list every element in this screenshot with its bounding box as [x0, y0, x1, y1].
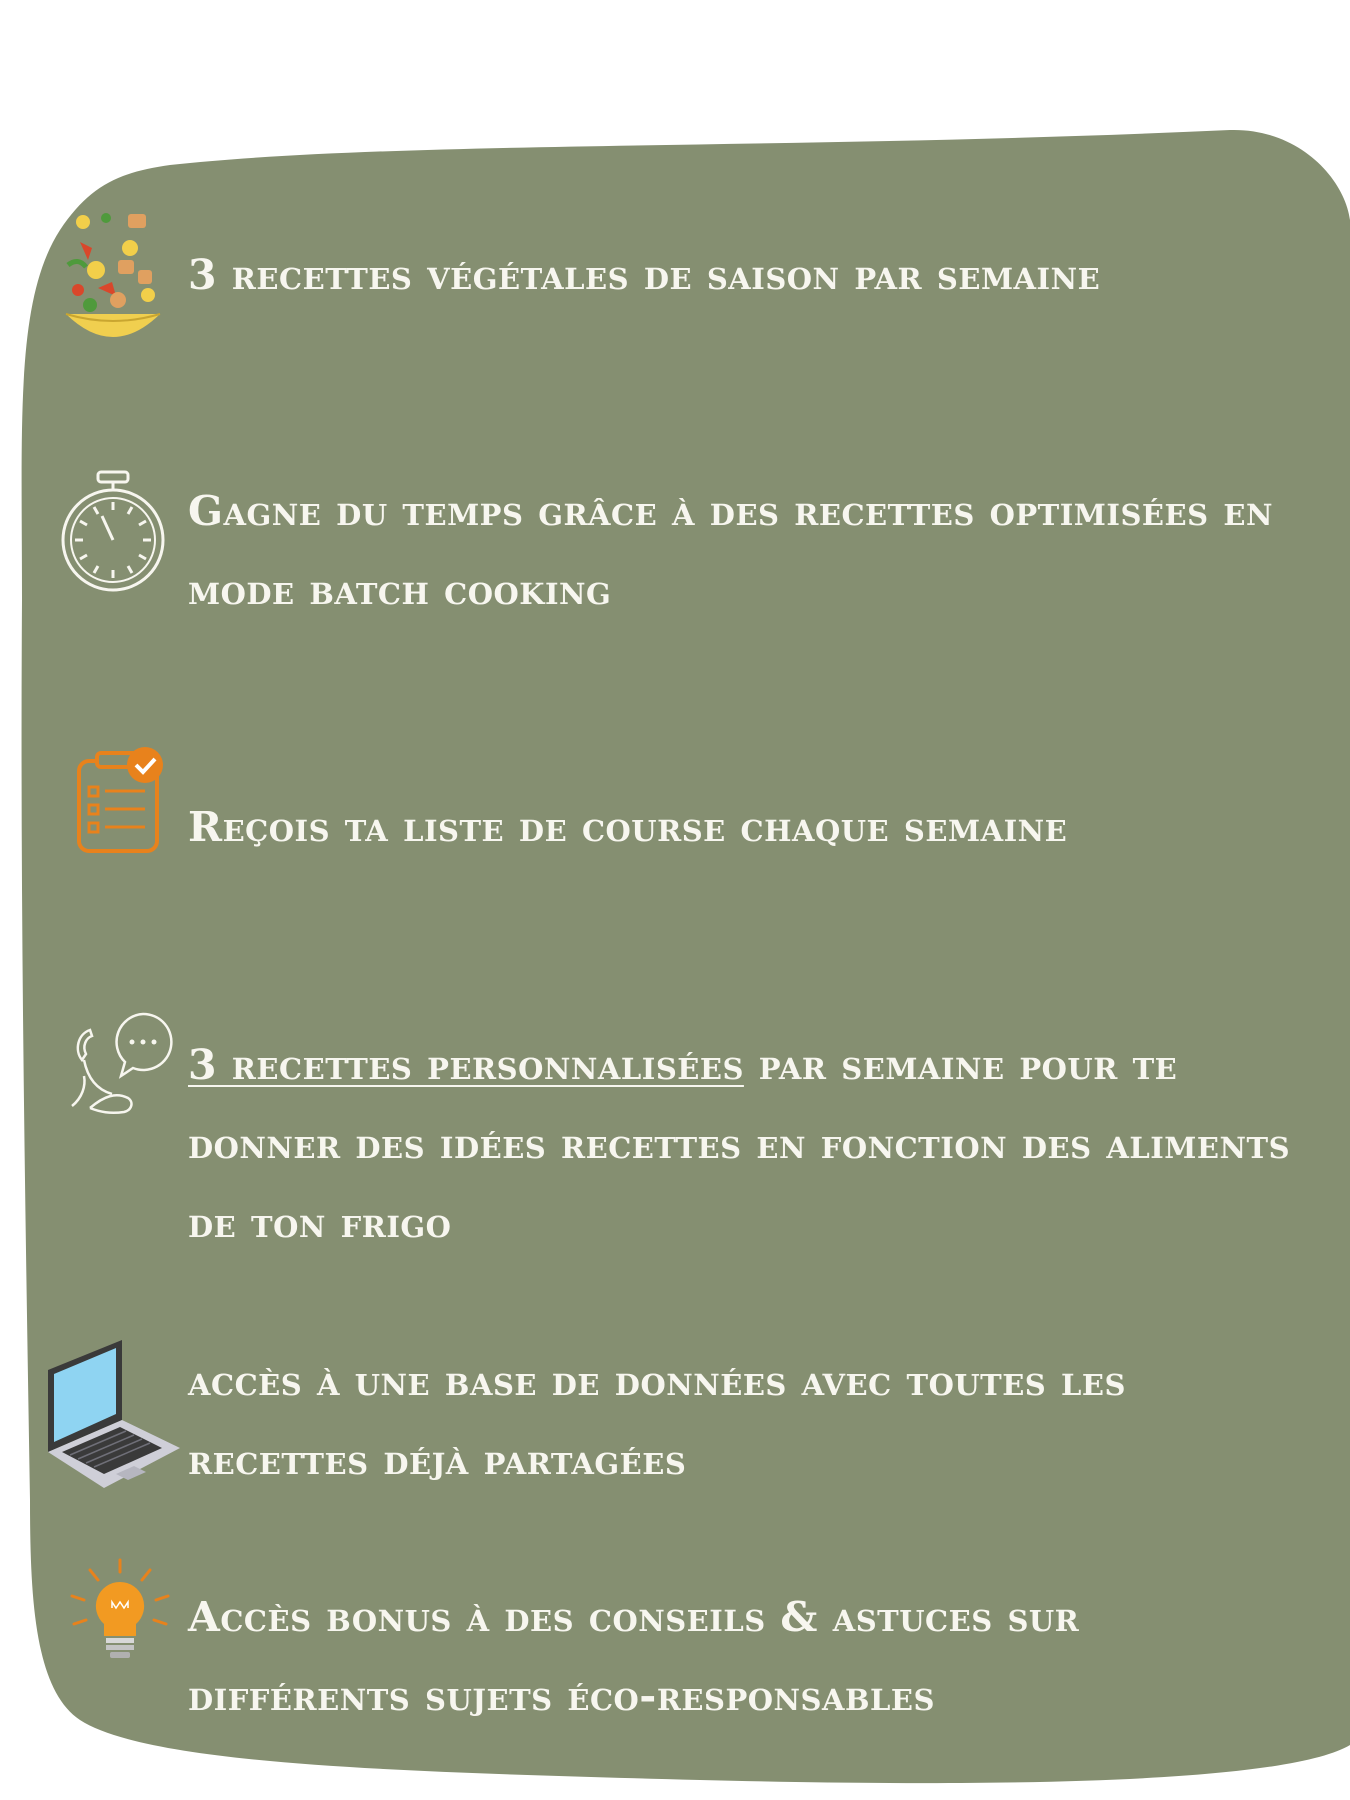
- feature-initial: G: [188, 487, 224, 535]
- feature-text: par semaine pour te donner des idées recettes en fonction des aliments de ton frigo: [188, 1041, 1291, 1247]
- feature-text: accès à une base de données avec toutes les recettes déjà partagées: [188, 1357, 1126, 1484]
- lightbulb-icon: [68, 1558, 178, 1668]
- feature-personalized-recipes: [188, 1026, 1308, 1263]
- feature-seasonal-recipes: [188, 236, 1308, 315]
- stopwatch-icon: [58, 468, 168, 593]
- feature-recipe-database: [188, 1342, 1308, 1500]
- feature-bonus-tips: [188, 1578, 1308, 1736]
- checklist-icon: [75, 745, 170, 855]
- feature-initial: R: [188, 803, 223, 851]
- feature-batch-cooking: [188, 472, 1308, 630]
- feature-text: 3 recettes végétales de saison par semaine: [188, 251, 1101, 299]
- feature-underlined-text: 3 recettes personnalisées: [188, 1041, 744, 1089]
- chat-bubble-icon: [68, 1010, 178, 1115]
- feature-text: eçois ta liste de course chaque semaine: [222, 803, 1068, 851]
- laptop-icon: [44, 1340, 184, 1490]
- feature-initial: A: [188, 1593, 221, 1641]
- feature-text: agne du temps grâce à des recettes optimisées en mode batch cooking: [188, 487, 1273, 614]
- salad-bowl-icon: [58, 210, 168, 360]
- feature-shopping-list: [188, 788, 1308, 867]
- feature-text: ccès bonus à des conseils & astuces sur différents sujets éco-responsables: [188, 1593, 1080, 1720]
